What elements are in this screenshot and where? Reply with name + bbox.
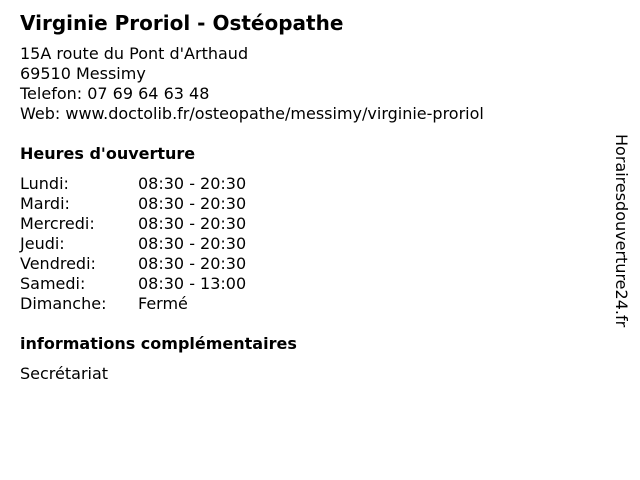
time-value: 08:30 - 20:30 — [138, 234, 247, 253]
address-block — [20, 44, 484, 124]
day-label: Samedi: — [20, 274, 86, 293]
hours-row-thursday — [20, 234, 420, 254]
hours-row-saturday — [20, 274, 420, 294]
time-value: 08:30 - 13:00 — [138, 274, 247, 293]
day-label: Mardi: — [20, 194, 70, 213]
hours-row-wednesday — [20, 214, 420, 234]
site-watermark: Horairesdouverture24.fr — [612, 134, 631, 328]
hours-row-monday — [20, 174, 420, 194]
website-link[interactable]: Web: www.doctolib.fr/osteopathe/messimy/virginie-proriol — [20, 104, 484, 123]
day-label: Dimanche: — [20, 294, 107, 313]
hours-row-tuesday — [20, 194, 420, 214]
hours-row-friday — [20, 254, 420, 274]
city-postal: 69510 Messimy — [20, 64, 146, 83]
hours-row-sunday — [20, 294, 420, 314]
day-label: Mercredi: — [20, 214, 95, 233]
time-value: 08:30 - 20:30 — [138, 214, 247, 233]
street-address: 15A route du Pont d'Arthaud — [20, 44, 249, 63]
time-value: 08:30 - 20:30 — [138, 194, 247, 213]
additional-info-text: Secrétariat — [20, 364, 109, 383]
time-value: Fermé — [138, 294, 188, 313]
opening-hours-table — [20, 174, 420, 314]
day-label: Lundi: — [20, 174, 69, 193]
day-label: Jeudi: — [20, 234, 65, 253]
time-value: 08:30 - 20:30 — [138, 174, 247, 193]
time-value: 08:30 - 20:30 — [138, 254, 247, 273]
page-title: Virginie Proriol - Ostéopathe — [20, 11, 344, 35]
phone-number: Telefon: 07 69 64 63 48 — [20, 84, 210, 103]
opening-hours-heading: Heures d'ouverture — [20, 144, 196, 163]
day-label: Vendredi: — [20, 254, 96, 273]
additional-info-heading: informations complémentaires — [20, 334, 297, 353]
